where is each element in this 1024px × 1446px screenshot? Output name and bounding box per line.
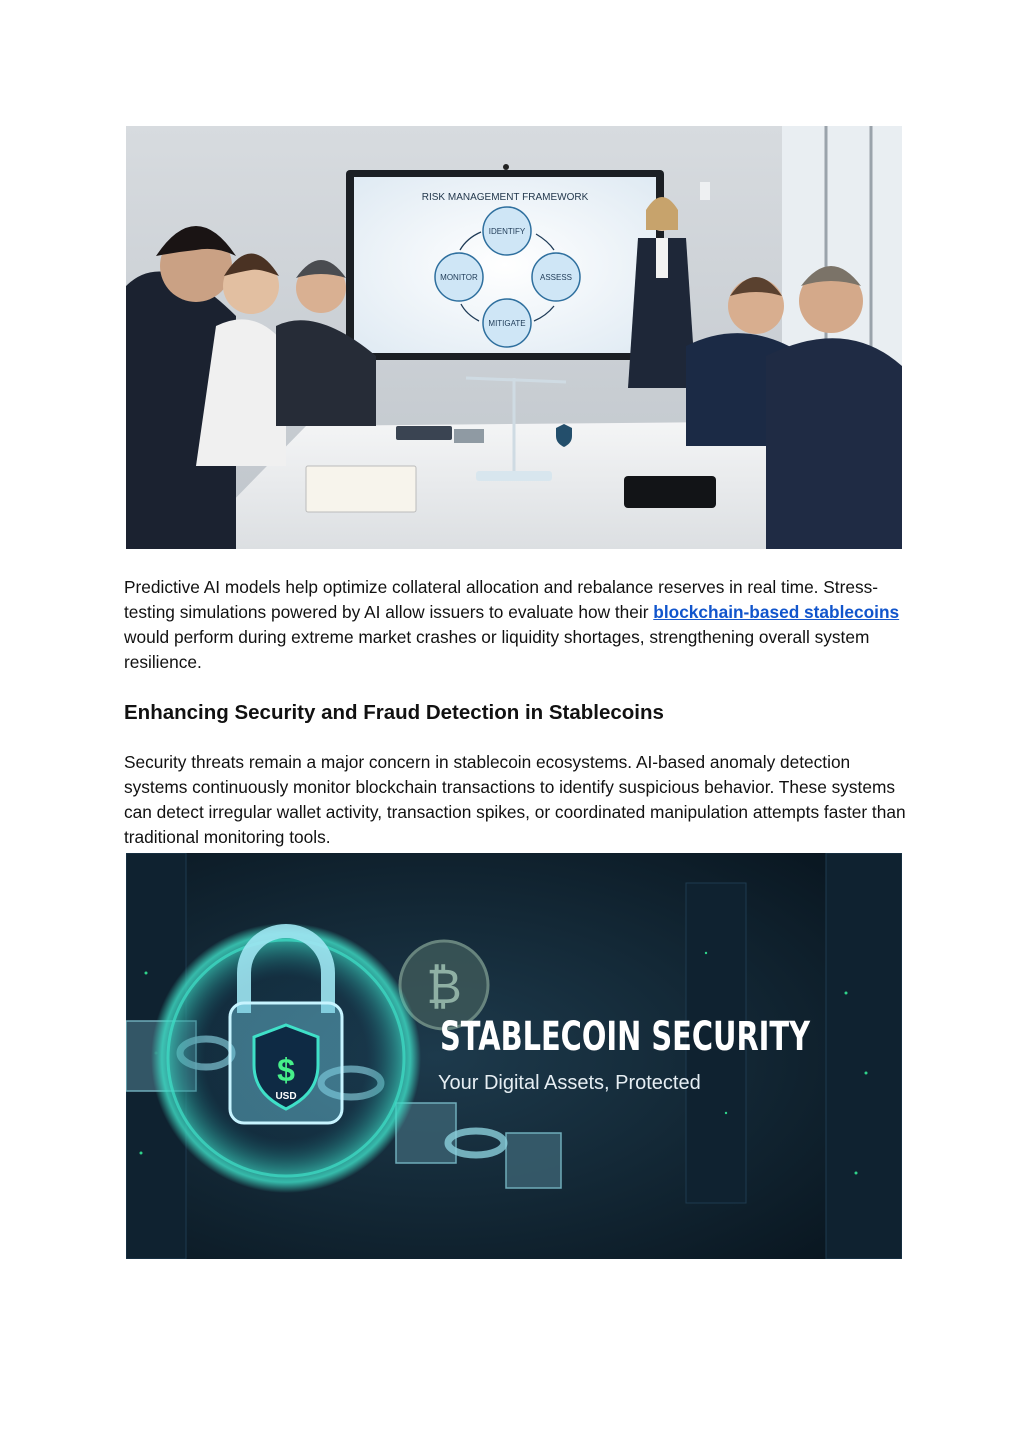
meeting-room-illustration (126, 126, 902, 549)
paragraph-text-start: Predictive AI models help optimize collateral allocation and rebalance reserves in real time. Stress-testing simulations powered by AI allow issuers to evaluate how their (124, 577, 879, 622)
cycle-assess: ASSESS (539, 273, 573, 282)
banner-headline: STABLECOIN SECURITY (440, 1014, 811, 1060)
bitcoin-icon: ₿ (426, 961, 462, 1014)
shield-usd-label: USD (275, 1091, 297, 1102)
dollar-icon: $ (277, 1052, 295, 1088)
section-heading: Enhancing Security and Fraud Detection in Stablecoins (124, 701, 664, 724)
paragraph-text-end: would perform during extreme market crashes or liquidity shortages, strengthening overall system resilience. (124, 627, 870, 672)
framework-title: RISK MANAGEMENT FRAMEWORK (421, 192, 589, 203)
stablecoins-link[interactable]: blockchain-based stablecoins (653, 602, 900, 622)
cycle-monitor: MONITOR (440, 273, 478, 282)
security-paragraph: Security threats remain a major concern in stablecoin ecosystems. AI-based anomaly detection systems continuously monitor blockchain transactions to identify suspicious behavior. These systems can detect irregular wallet activity, transaction spikes, or coordinated manipulation attempts faster than traditional monitoring tools. (124, 752, 906, 847)
stablecoin-security-banner (126, 853, 902, 1259)
cycle-identify: IDENTIFY (488, 227, 526, 236)
security-illustration (126, 853, 902, 1259)
meeting-room-photo (126, 126, 902, 549)
cycle-mitigate: MITIGATE (488, 319, 526, 328)
intro-paragraph (124, 575, 914, 675)
banner-tagline: Your Digital Assets, Protected (438, 1072, 701, 1094)
